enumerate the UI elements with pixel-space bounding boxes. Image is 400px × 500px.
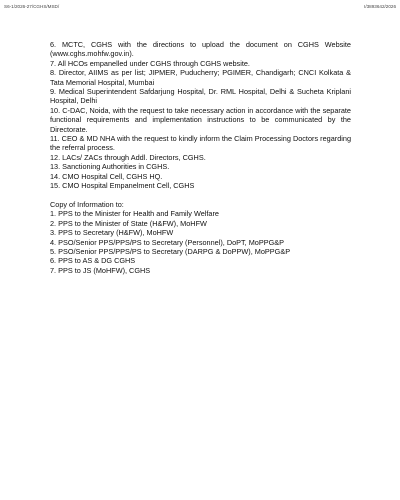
file-number: S6-1/2026-27/CGHS/MSD/	[4, 4, 60, 9]
distribution-item: 12. LACs/ ZACs through Addl. Directors, CGHS.	[50, 152, 206, 162]
distribution-item: 15. CMO Hospital Empanelment Cell, CGHS	[50, 181, 195, 191]
copy-item: 6. PPS to AS & DG CGHS	[50, 256, 136, 266]
distribution-item: 11. CEO & MD NHA with the request to kindly inform the Claim Processing Doctors regarding the referral process.	[50, 134, 351, 153]
copy-item: 5. PSO/Senior PPS/PPS/PS to Secretary (DARPG & DoPPW), MoPPG&P	[50, 246, 291, 256]
document-body	[50, 40, 351, 275]
distribution-item: 10. C-DAC, Noida, with the request to take necessary action in accordance with the separate functional requirements and implementation instructions to be communicated by the Directorate.	[50, 105, 351, 134]
copy-item: 4. PSO/Senior PPS/PPS/PS to Secretary (Personnel), DoPT, MoPPG&P	[50, 237, 285, 247]
copy-item: 7. PPS to JS (MoHFW), CGHS	[50, 265, 151, 275]
distribution-item: 9. Medical Superintendent Safdarjung Hospital, Dr. RML Hospital, Delhi & Sucheta Kriplani Hospital, Delhi	[50, 87, 351, 106]
distribution-item: 6. MCTC, CGHS with the directions to upload the document on CGHS Website (www.cghs.mohfw.gov.in).	[50, 40, 351, 59]
distribution-item: 13. Sanctioning Authorities in CGHS.	[50, 162, 170, 172]
copy-to-heading: Copy of Information to:	[50, 199, 124, 209]
document-id: I/3893642/2026	[364, 4, 396, 9]
page-header	[4, 4, 396, 12]
distribution-item: 7. All HCOs empanelled under CGHS through CGHS website.	[50, 58, 250, 68]
section-spacer	[50, 191, 351, 200]
copy-item: 1. PPS to the Minister for Health and Family Welfare	[50, 209, 219, 219]
copy-item: 3. PPS to Secretary (H&FW), MoHFW	[50, 228, 174, 238]
distribution-item: 14. CMO Hospital Cell, CGHS HQ.	[50, 171, 163, 181]
copy-item: 2. PPS to the Minister of State (H&FW), MoHFW	[50, 218, 207, 228]
distribution-item: 8. Director, AIIMS as per list; JIPMER, Puducherry; PGIMER, Chandigarh; CNCI Kolkata & Tata Memorial Hospital, Mumbai	[50, 68, 351, 87]
